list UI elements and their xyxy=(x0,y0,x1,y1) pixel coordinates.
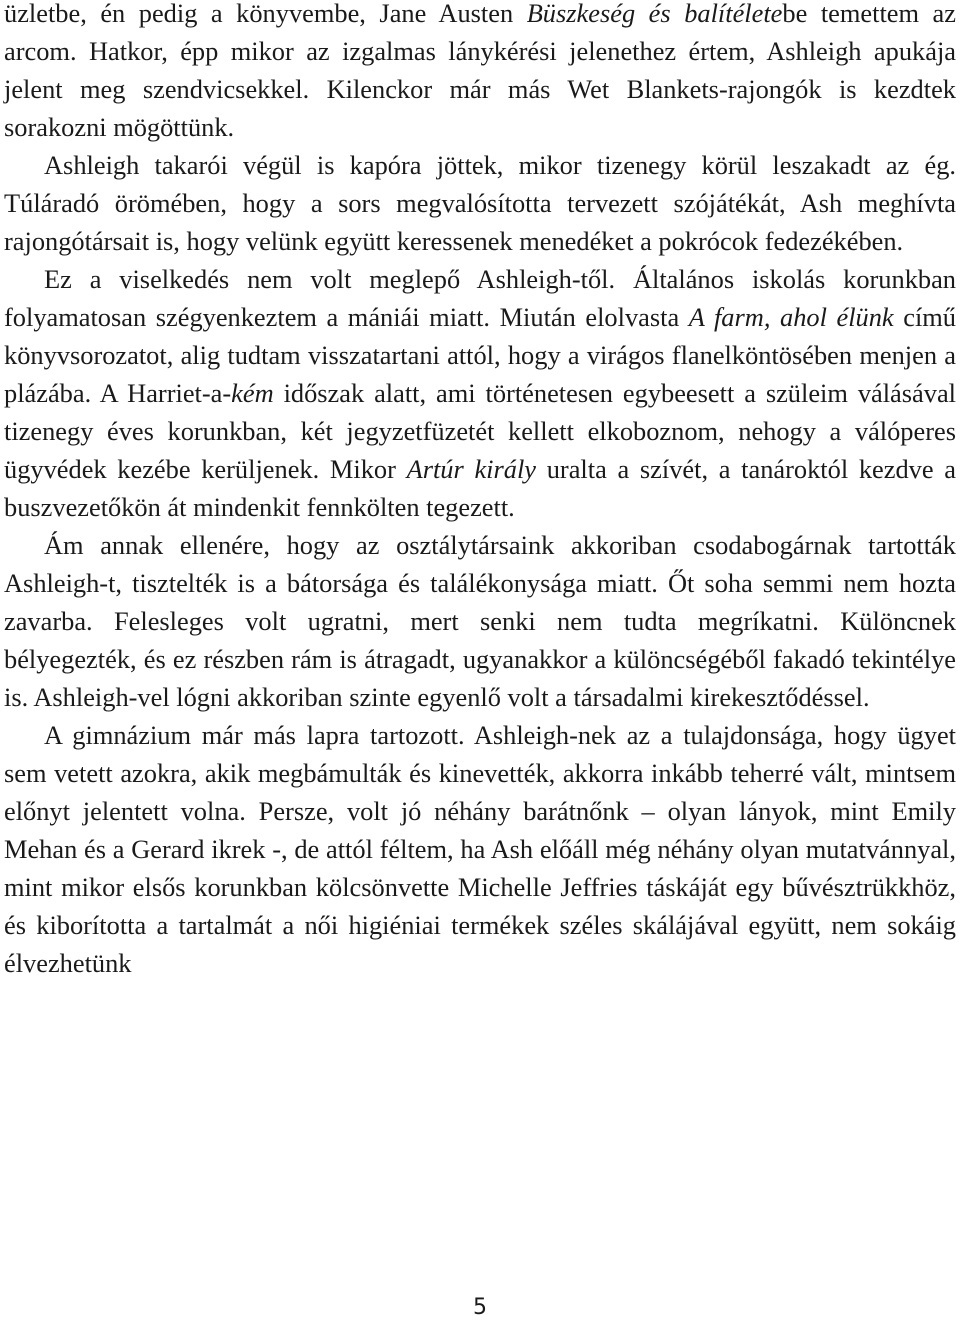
italic-title: Artúr király xyxy=(406,454,537,484)
page-number: 5 xyxy=(473,1295,487,1320)
italic-title: A farm, ahol élünk xyxy=(688,302,894,332)
paragraph-3: Ez a viselkedés nem volt meglepő Ashleigh-től. Általános iskolás korunkban folyamatosan szégyenkeztem a mániái miatt. Miután elolvasta A farm, ahol élünk című könyvsorozatot, alig tudtam visszatartani attól, hogy a virágos flanelköntösében menjen a plázába. A Harriet-a-kém időszak alatt, ami történetesen egybeesett a szüleim válásával tizenegy éves korunkban, két jegyzetfüzetét kellett elkoboznom, nehogy a válóperes ügyvédek kezébe kerüljenek. Mikor Artúr király uralta a szívét, a tanároktól kezdve a buszvezetőkön át mindenkit fennkölten tegezett. xyxy=(4,264,956,522)
document-page xyxy=(4,0,956,982)
paragraph-4: Ám annak ellenére, hogy az osztálytársaink akkoriban csodabogárnak tartották Ashleigh-t, tisztelték is a bátorsága és találékonysága miatt. Őt soha semmi nem hozta zavarba. Felesleges volt ugratni, mert senki nem tudta megríkatni. Különcnek bélyegezték, és ez részben rám is átragadt, ugyanakkor a különcségéből fakadó tekintélye is. Ashleigh-vel lógni akkoriban szinte egyenlő volt a társadalmi kirekesztődéssel. xyxy=(4,530,956,712)
paragraph-2: Ashleigh takarói végül is kapóra jöttek, mikor tizenegy körül leszakadt az ég. Túláradó örömében, hogy a sors megvalósította tervezett szójátékát, Ash meghívta rajongótársait is, hogy velünk együtt keressenek menedéket a pokrócok fedezékében. xyxy=(4,150,956,256)
italic-title: Büszkeség és balítélete xyxy=(526,0,783,28)
paragraph-5: A gimnázium már más lapra tartozott. Ashleigh-nek az a tulajdonsága, hogy ügyet sem vetett azokra, akik megbámulták és kinevették, akkorra inkább teherré vált, mintsem előnyt jelentett volna. Persze, volt jó néhány barátnőnk – olyan lányok, mint Emily Mehan és a Gerard ikrek -, de attól féltem, ha Ash előáll még néhány olyan mutatvánnyal, mint mikor elsős korunkban kölcsönvette Michelle Jeffries táskáját egy bűvésztrükkhöz, és kiborította a tartalmát a női higiéniai termékek széles skálájával együtt, nem sokáig élvezhetünk xyxy=(4,720,956,978)
italic-title: kém xyxy=(231,378,274,408)
paragraph-1: üzletbe, én pedig a könyvembe, Jane Austen Büszkeség és balítéletebe temettem az arcom. Hatkor, épp mikor az izgalmas lánykérési jelenethez értem, Ashleigh apukája jelent meg szendvicsekkel. Kilenckor már más Wet Blankets-rajongók is kezdtek sorakozni mögöttünk. xyxy=(4,0,956,142)
